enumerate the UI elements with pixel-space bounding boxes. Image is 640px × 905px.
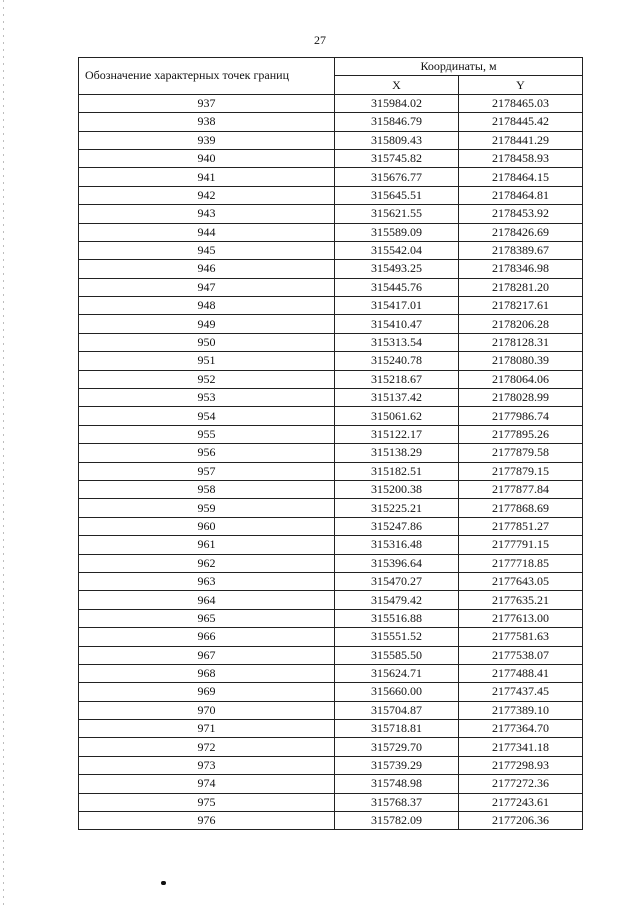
- x-coordinate-cell: 315660.00: [335, 683, 459, 701]
- y-coordinate-cell: 2177538.07: [459, 646, 583, 664]
- table-row: [79, 260, 583, 278]
- point-cell: 966: [79, 628, 335, 646]
- point-cell: 962: [79, 554, 335, 572]
- point-cell: 968: [79, 664, 335, 682]
- x-coordinate-cell: 315729.70: [335, 738, 459, 756]
- x-coordinate-cell: 315542.04: [335, 241, 459, 259]
- table-row: [79, 113, 583, 131]
- point-cell: 971: [79, 720, 335, 738]
- table-row: [79, 591, 583, 609]
- y-coordinate-cell: 2178465.03: [459, 94, 583, 112]
- x-coordinate-cell: 315218.67: [335, 370, 459, 388]
- y-coordinate-cell: 2178217.61: [459, 297, 583, 315]
- table-row: [79, 480, 583, 498]
- x-coordinate-cell: 315493.25: [335, 260, 459, 278]
- y-coordinate-cell: 2177364.70: [459, 720, 583, 738]
- y-coordinate-cell: 2177791.15: [459, 536, 583, 554]
- y-coordinate-cell: 2178445.42: [459, 113, 583, 131]
- y-coordinate-cell: 2178080.39: [459, 352, 583, 370]
- point-cell: 960: [79, 517, 335, 535]
- y-coordinate-cell: 2178464.15: [459, 168, 583, 186]
- y-coordinate-cell: 2177986.74: [459, 407, 583, 425]
- point-cell: 965: [79, 609, 335, 627]
- point-cell: 947: [79, 278, 335, 296]
- x-coordinate-cell: 315739.29: [335, 756, 459, 774]
- table-row: [79, 462, 583, 480]
- point-cell: 972: [79, 738, 335, 756]
- x-coordinate-cell: 315240.78: [335, 352, 459, 370]
- y-coordinate-cell: 2178206.28: [459, 315, 583, 333]
- points-column-header: Обозначение характерных точек границ: [79, 58, 335, 95]
- point-cell: 942: [79, 186, 335, 204]
- table-row: [79, 536, 583, 554]
- table-row: [79, 131, 583, 149]
- y-coordinate-cell: 2178426.69: [459, 223, 583, 241]
- page-number: 27: [314, 33, 326, 47]
- point-cell: 961: [79, 536, 335, 554]
- table-row: [79, 223, 583, 241]
- y-coordinate-cell: 2178064.06: [459, 370, 583, 388]
- y-coordinate-cell: 2177243.61: [459, 793, 583, 811]
- point-cell: 967: [79, 646, 335, 664]
- point-cell: 957: [79, 462, 335, 480]
- y-coordinate-cell: 2177879.58: [459, 444, 583, 462]
- x-coordinate-cell: 315645.51: [335, 186, 459, 204]
- table-row: [79, 241, 583, 259]
- x-coordinate-cell: 315704.87: [335, 701, 459, 719]
- page-edge-dotted-line: [3, 0, 4, 905]
- x-coordinate-cell: 315138.29: [335, 444, 459, 462]
- x-coordinate-cell: 315225.21: [335, 499, 459, 517]
- point-cell: 937: [79, 94, 335, 112]
- x-coordinate-cell: 315809.43: [335, 131, 459, 149]
- x-coordinate-cell: 315768.37: [335, 793, 459, 811]
- x-coordinate-cell: 315137.42: [335, 389, 459, 407]
- point-cell: 940: [79, 149, 335, 167]
- point-cell: 970: [79, 701, 335, 719]
- table-row: [79, 425, 583, 443]
- x-coordinate-cell: 315200.38: [335, 480, 459, 498]
- table-row: [79, 407, 583, 425]
- point-cell: 949: [79, 315, 335, 333]
- table-row: [79, 370, 583, 388]
- x-coordinate-cell: 315470.27: [335, 572, 459, 590]
- y-coordinate-cell: 2178028.99: [459, 389, 583, 407]
- table-header-row: [79, 58, 583, 76]
- y-coordinate-cell: 2177613.00: [459, 609, 583, 627]
- y-coordinate-cell: 2177206.36: [459, 812, 583, 830]
- y-coordinate-cell: 2177298.93: [459, 756, 583, 774]
- table-row: [79, 664, 583, 682]
- point-cell: 955: [79, 425, 335, 443]
- point-cell: 945: [79, 241, 335, 259]
- x-coordinate-cell: 315589.09: [335, 223, 459, 241]
- y-coordinate-cell: 2177272.36: [459, 775, 583, 793]
- x-coordinate-cell: 315516.88: [335, 609, 459, 627]
- table-row: [79, 499, 583, 517]
- point-cell: 958: [79, 480, 335, 498]
- table-row: [79, 149, 583, 167]
- y-coordinate-cell: 2178281.20: [459, 278, 583, 296]
- y-coordinate-cell: 2177389.10: [459, 701, 583, 719]
- coordinates-column-header: Координаты, м: [335, 58, 583, 76]
- x-coordinate-cell: 315676.77: [335, 168, 459, 186]
- x-coordinate-cell: 315718.81: [335, 720, 459, 738]
- point-cell: 976: [79, 812, 335, 830]
- point-cell: 954: [79, 407, 335, 425]
- y-coordinate-cell: 2177877.84: [459, 480, 583, 498]
- x-coordinate-cell: 315782.09: [335, 812, 459, 830]
- point-cell: 963: [79, 572, 335, 590]
- x-coordinate-cell: 315182.51: [335, 462, 459, 480]
- point-cell: 950: [79, 333, 335, 351]
- table-row: [79, 315, 583, 333]
- x-coordinate-cell: 315316.48: [335, 536, 459, 554]
- x-coordinate-cell: 315748.98: [335, 775, 459, 793]
- y-coordinate-cell: 2178128.31: [459, 333, 583, 351]
- point-cell: 964: [79, 591, 335, 609]
- y-coordinate-cell: 2177437.45: [459, 683, 583, 701]
- table-row: [79, 775, 583, 793]
- point-cell: 943: [79, 205, 335, 223]
- table-row: [79, 554, 583, 572]
- y-column-header: Y: [459, 76, 583, 94]
- coordinates-table: [78, 57, 583, 830]
- table-row: [79, 609, 583, 627]
- x-coordinate-cell: 315479.42: [335, 591, 459, 609]
- x-coordinate-cell: 315061.62: [335, 407, 459, 425]
- table-row: [79, 793, 583, 811]
- y-coordinate-cell: 2177488.41: [459, 664, 583, 682]
- table-body: [79, 94, 583, 830]
- x-coordinate-cell: 315984.02: [335, 94, 459, 112]
- x-coordinate-cell: 315585.50: [335, 646, 459, 664]
- y-coordinate-cell: 2178453.92: [459, 205, 583, 223]
- x-coordinate-cell: 315122.17: [335, 425, 459, 443]
- point-cell: 952: [79, 370, 335, 388]
- table-row: [79, 168, 583, 186]
- point-cell: 951: [79, 352, 335, 370]
- table-row: [79, 297, 583, 315]
- table-row: [79, 646, 583, 664]
- y-coordinate-cell: 2177341.18: [459, 738, 583, 756]
- y-coordinate-cell: 2177868.69: [459, 499, 583, 517]
- y-coordinate-cell: 2177643.05: [459, 572, 583, 590]
- y-coordinate-cell: 2177581.63: [459, 628, 583, 646]
- point-cell: 948: [79, 297, 335, 315]
- y-coordinate-cell: 2178464.81: [459, 186, 583, 204]
- table-header: [79, 58, 583, 95]
- point-cell: 956: [79, 444, 335, 462]
- table-row: [79, 738, 583, 756]
- table-row: [79, 756, 583, 774]
- ink-dot-mark: [161, 881, 166, 885]
- y-coordinate-cell: 2178441.29: [459, 131, 583, 149]
- point-cell: 974: [79, 775, 335, 793]
- y-coordinate-cell: 2177879.15: [459, 462, 583, 480]
- table-row: [79, 186, 583, 204]
- x-coordinate-cell: 315621.55: [335, 205, 459, 223]
- x-coordinate-cell: 315396.64: [335, 554, 459, 572]
- x-coordinate-cell: 315445.76: [335, 278, 459, 296]
- table-row: [79, 352, 583, 370]
- table-row: [79, 389, 583, 407]
- y-coordinate-cell: 2178458.93: [459, 149, 583, 167]
- table-row: [79, 720, 583, 738]
- x-coordinate-cell: 315745.82: [335, 149, 459, 167]
- point-cell: 953: [79, 389, 335, 407]
- point-cell: 973: [79, 756, 335, 774]
- point-cell: 938: [79, 113, 335, 131]
- point-cell: 946: [79, 260, 335, 278]
- point-cell: 969: [79, 683, 335, 701]
- x-coordinate-cell: 315624.71: [335, 664, 459, 682]
- y-coordinate-cell: 2177851.27: [459, 517, 583, 535]
- y-coordinate-cell: 2178389.67: [459, 241, 583, 259]
- point-cell: 975: [79, 793, 335, 811]
- table-row: [79, 444, 583, 462]
- x-coordinate-cell: 315247.86: [335, 517, 459, 535]
- table-row: [79, 628, 583, 646]
- y-coordinate-cell: 2177895.26: [459, 425, 583, 443]
- point-cell: 941: [79, 168, 335, 186]
- x-coordinate-cell: 315846.79: [335, 113, 459, 131]
- table-row: [79, 683, 583, 701]
- y-coordinate-cell: 2177718.85: [459, 554, 583, 572]
- point-cell: 944: [79, 223, 335, 241]
- table-row: [79, 278, 583, 296]
- table-row: [79, 333, 583, 351]
- point-cell: 939: [79, 131, 335, 149]
- x-column-header: X: [335, 76, 459, 94]
- table-row: [79, 812, 583, 830]
- x-coordinate-cell: 315313.54: [335, 333, 459, 351]
- table-row: [79, 94, 583, 112]
- x-coordinate-cell: 315417.01: [335, 297, 459, 315]
- y-coordinate-cell: 2178346.98: [459, 260, 583, 278]
- table-row: [79, 572, 583, 590]
- y-coordinate-cell: 2177635.21: [459, 591, 583, 609]
- table-row: [79, 701, 583, 719]
- x-coordinate-cell: 315551.52: [335, 628, 459, 646]
- x-coordinate-cell: 315410.47: [335, 315, 459, 333]
- point-cell: 959: [79, 499, 335, 517]
- table-row: [79, 517, 583, 535]
- table-row: [79, 205, 583, 223]
